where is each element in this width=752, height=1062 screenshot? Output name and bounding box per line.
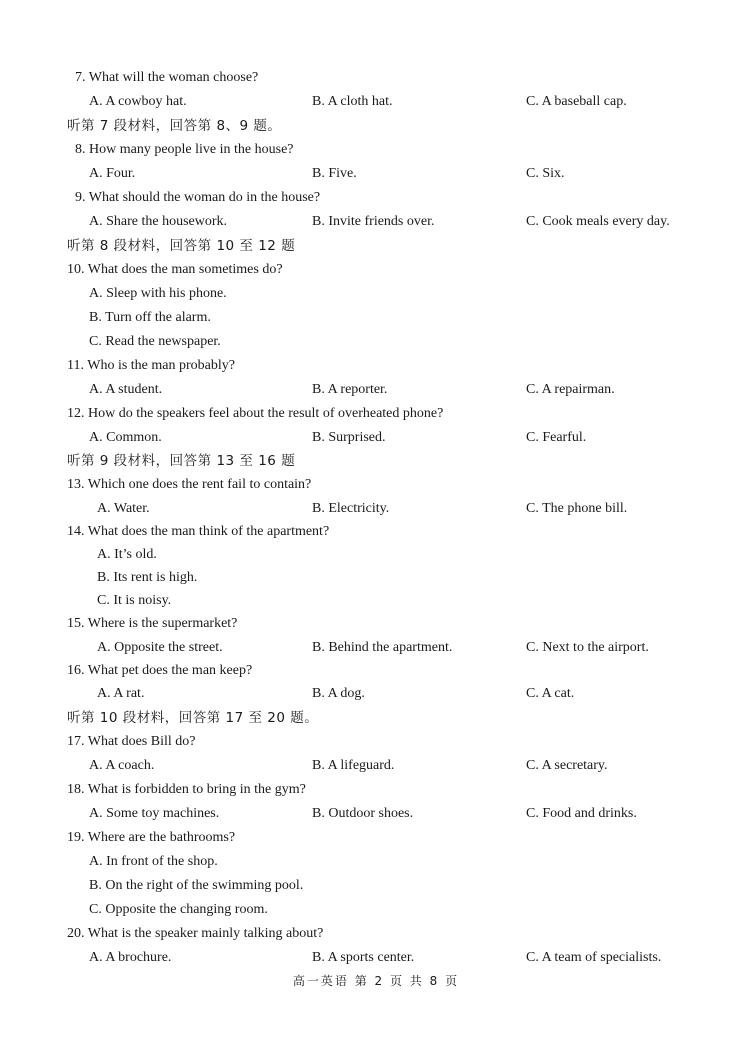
question-stem: 9. What should the woman do in the house? bbox=[75, 190, 321, 205]
question-14 bbox=[0, 521, 752, 543]
section-heading-9 bbox=[0, 450, 752, 472]
option-b: B. Its rent is high. bbox=[97, 570, 198, 585]
section-text: 听第 7 段材料，回答第 8、9 题。 bbox=[67, 118, 282, 134]
page-footer: 高一英语 第 2 页 共 8 页 bbox=[292, 974, 460, 988]
question-14-option-c bbox=[0, 590, 752, 612]
question-stem: 18. What is forbidden to bring in the gym? bbox=[67, 782, 306, 797]
option-a: A. Four. bbox=[89, 166, 136, 181]
question-7 bbox=[0, 67, 752, 89]
option-b: B. A sports center. bbox=[312, 950, 415, 965]
option-a: A. It’s old. bbox=[97, 547, 157, 562]
question-12 bbox=[0, 403, 752, 425]
question-stem: 7. What will the woman choose? bbox=[75, 70, 259, 85]
option-c: C. Opposite the changing room. bbox=[89, 902, 268, 917]
option-c: C. Six. bbox=[526, 166, 565, 181]
option-c: C. Cook meals every day. bbox=[526, 214, 670, 229]
question-14-option-b bbox=[0, 567, 752, 589]
option-c: C. A cat. bbox=[526, 686, 575, 701]
question-11-options bbox=[0, 379, 752, 401]
section-text: 听第 8 段材料，回答第 10 至 12 题 bbox=[67, 238, 296, 254]
question-18 bbox=[0, 779, 752, 801]
question-10-option-a bbox=[0, 283, 752, 305]
option-b: B. Behind the apartment. bbox=[312, 640, 453, 655]
question-stem: 17. What does Bill do? bbox=[67, 734, 196, 749]
option-c: C. A team of specialists. bbox=[526, 950, 662, 965]
question-stem: 14. What does the man think of the apartment? bbox=[67, 524, 330, 539]
question-20 bbox=[0, 923, 752, 945]
question-stem: 11. Who is the man probably? bbox=[67, 358, 235, 373]
question-17 bbox=[0, 731, 752, 753]
question-18-options bbox=[0, 803, 752, 825]
question-11 bbox=[0, 355, 752, 377]
option-c: C. A repairman. bbox=[526, 382, 615, 397]
option-c: C. A baseball cap. bbox=[526, 94, 627, 109]
question-8 bbox=[0, 139, 752, 161]
option-a: A. Share the housework. bbox=[89, 214, 228, 229]
option-a: A. A coach. bbox=[89, 758, 155, 773]
question-10 bbox=[0, 259, 752, 281]
question-20-options bbox=[0, 947, 752, 969]
question-stem: 19. Where are the bathrooms? bbox=[67, 830, 236, 845]
question-14-option-a bbox=[0, 544, 752, 566]
question-stem: 12. How do the speakers feel about the result of overheated phone? bbox=[67, 406, 444, 421]
question-8-options bbox=[0, 163, 752, 185]
question-9-options bbox=[0, 211, 752, 233]
section-heading-10 bbox=[0, 707, 752, 729]
option-b: B. Five. bbox=[312, 166, 357, 181]
option-a: A. Sleep with his phone. bbox=[89, 286, 227, 301]
question-stem: 10. What does the man sometimes do? bbox=[67, 262, 283, 277]
question-stem: 13. Which one does the rent fail to contain? bbox=[67, 477, 312, 492]
option-b: B. Invite friends over. bbox=[312, 214, 435, 229]
question-19-option-c bbox=[0, 899, 752, 921]
question-12-options bbox=[0, 427, 752, 449]
option-c: C. Fearful. bbox=[526, 430, 587, 445]
question-13 bbox=[0, 474, 752, 496]
section-heading-7 bbox=[0, 115, 752, 137]
option-b: B. Surprised. bbox=[312, 430, 386, 445]
question-stem: 20. What is the speaker mainly talking about? bbox=[67, 926, 324, 941]
question-15-options bbox=[0, 637, 752, 659]
question-10-option-b bbox=[0, 307, 752, 329]
question-19-option-a bbox=[0, 851, 752, 873]
option-b: B. Outdoor shoes. bbox=[312, 806, 414, 821]
question-16 bbox=[0, 660, 752, 682]
option-b: B. A dog. bbox=[312, 686, 365, 701]
option-c: C. Read the newspaper. bbox=[89, 334, 221, 349]
option-a: A. Common. bbox=[89, 430, 162, 445]
section-text: 听第 10 段材料，回答第 17 至 20 题。 bbox=[67, 710, 319, 726]
option-c: C. Next to the airport. bbox=[526, 640, 649, 655]
option-a: A. A student. bbox=[89, 382, 163, 397]
option-a: A. Some toy machines. bbox=[89, 806, 220, 821]
question-19-option-b bbox=[0, 875, 752, 897]
option-b: B. A lifeguard. bbox=[312, 758, 395, 773]
option-b: B. Electricity. bbox=[312, 501, 390, 516]
option-a: A. A brochure. bbox=[89, 950, 172, 965]
section-text: 听第 9 段材料，回答第 13 至 16 题 bbox=[67, 453, 296, 469]
section-heading-8 bbox=[0, 235, 752, 257]
option-a: A. Opposite the street. bbox=[97, 640, 223, 655]
question-10-option-c bbox=[0, 331, 752, 353]
option-c: C. The phone bill. bbox=[526, 501, 628, 516]
question-16-options bbox=[0, 683, 752, 705]
question-13-options bbox=[0, 498, 752, 520]
option-b: B. A reporter. bbox=[312, 382, 388, 397]
option-b: B. A cloth hat. bbox=[312, 94, 393, 109]
option-a: A. A rat. bbox=[97, 686, 145, 701]
question-stem: 8. How many people live in the house? bbox=[75, 142, 294, 157]
option-a: A. Water. bbox=[97, 501, 150, 516]
question-9 bbox=[0, 187, 752, 209]
question-17-options bbox=[0, 755, 752, 777]
question-stem: 16. What pet does the man keep? bbox=[67, 663, 253, 678]
option-c: C. Food and drinks. bbox=[526, 806, 637, 821]
option-b: B. On the right of the swimming pool. bbox=[89, 878, 304, 893]
option-a: A. In front of the shop. bbox=[89, 854, 218, 869]
question-15 bbox=[0, 613, 752, 635]
option-c: C. It is noisy. bbox=[97, 593, 172, 608]
question-19 bbox=[0, 827, 752, 849]
question-stem: 15. Where is the supermarket? bbox=[67, 616, 238, 631]
question-7-options bbox=[0, 91, 752, 113]
option-b: B. Turn off the alarm. bbox=[89, 310, 211, 325]
option-a: A. A cowboy hat. bbox=[89, 94, 187, 109]
option-c: C. A secretary. bbox=[526, 758, 608, 773]
